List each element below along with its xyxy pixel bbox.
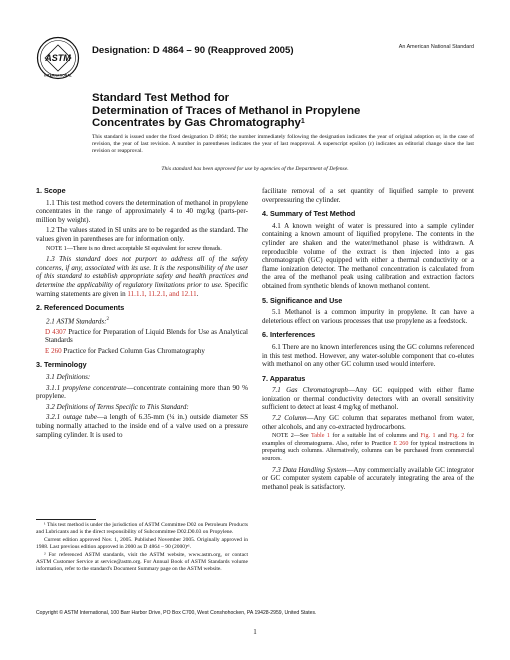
section-heading-interferences: 6. Interferences xyxy=(262,330,316,340)
para-3-2-1-continued: facilitate removal of a set quantity of liquified sample to prevent overpressuring the cylinder. xyxy=(262,187,474,204)
astm-logo xyxy=(36,36,80,80)
left-column xyxy=(36,187,248,441)
footnote-divider xyxy=(36,519,96,520)
section-heading-scope: 1. Scope xyxy=(36,186,66,195)
title-footnote-mark: 1 xyxy=(300,118,305,125)
title-line-3: Concentrates by Gas Chromatography$^1$ xyxy=(92,117,305,129)
para-5-1: 5.1 Methanol is a common impurity in propylene. It can have a deleterious effect on various processes that use propylene as a feedstock. xyxy=(262,308,474,325)
section-heading-apparatus: 7. Apparatus xyxy=(262,373,306,383)
footnote-1: ¹ This test method is under the jurisdiction of ASTM Committee D02 on Petroleum Products and Lubricants and is the direct responsibility of Subcommittee D02.D0.03 on Propylene. xyxy=(36,522,248,535)
section-heading-significance: 5. Significance and Use xyxy=(262,295,343,305)
para-6-1: 6.1 There are no known interferences using the GC columns referenced in this test method. However, any water-soluble component that co-elutes with methanol on any other GC column used would interfere. xyxy=(262,342,474,369)
para-3-1-1: 3.1.1 propylene concentrate—concentrate containing more than 90 % propylene. xyxy=(36,383,249,401)
fig-2-link[interactable]: Fig. 2 xyxy=(449,433,465,440)
note-1: NOTE 1—There is no direct acceptable SI equivalent for screw threads. xyxy=(46,245,222,252)
logo-text: ASTM xyxy=(45,53,71,63)
title-line-1: Standard Test Method for xyxy=(92,92,230,104)
reference-e260: E 260 Practice for Packed Column Gas Chromatography xyxy=(45,346,205,355)
footnotes xyxy=(36,522,248,574)
para-3-2-1: 3.2.1 outage tube—a length of 6.35-mm (¼ in.) outside diameter SS tubing normally attached to the inside end of a valve used on a pressure sampling cylinder. It is used to xyxy=(36,413,248,439)
section-heading-referenced-documents: 2. Referenced Documents xyxy=(36,303,125,313)
fig-1-link[interactable]: Fig. 1 xyxy=(420,433,436,440)
para-1-2: 1.2 The values stated in SI units are to be regarded as the standard. The values given in parentheses are for information only. xyxy=(36,226,248,243)
page-number: 1 xyxy=(253,628,257,636)
right-column xyxy=(262,187,474,493)
section-heading-terminology: 3. Terminology xyxy=(36,360,87,370)
para-7-2: 7.2 Column—Any GC column that separates methanol from water, other alcohols, and any co-extracted hydrocarbons. xyxy=(262,414,474,431)
para-2-1: 2.1 ASTM Standards:$^2$ xyxy=(46,316,109,326)
designation: Designation: D 4864 – 90 (Reapproved 2005) xyxy=(92,45,294,56)
para-7-3: 7.3 Data Handling System—Any commercially available GC integrator or GC computer system capable of accurately integrating the area of the methanol peak is satisfactory. xyxy=(262,465,474,491)
footnote-1-edition: Current edition approved Nov. 1, 2005. Published November 2005. Originally approved in 1988. Last previous edition approved in 2000 as D 4864 – 90 (2000)ᵉ¹. xyxy=(36,537,248,550)
title-line-2: Determination of Traces of Methanol in Propylene xyxy=(92,104,361,117)
footnote-2: ² For referenced ASTM standards, visit the ASTM website, www.astm.org, or contact ASTM Customer Service at service@astm.org. For Annual Book of ASTM Standards volume information, refer to the standard's Document Summary page on the ASTM website. xyxy=(36,552,248,572)
reference-d4307: D 4307 Practice for Preparation of Liquid Blends for Use as Analytical Standards xyxy=(45,327,248,345)
defense-approval-note: This standard has been approved for use by agencies of the Department of Defense. xyxy=(161,166,349,172)
table-1-link[interactable]: Table 1 xyxy=(311,433,330,440)
national-standard-label: An American National Standard xyxy=(398,44,474,50)
section-heading-summary: 4. Summary of Test Method xyxy=(262,209,356,219)
logo-subtext: INTERNATIONAL xyxy=(44,73,72,78)
para-3-1: 3.1 Definitions: xyxy=(46,373,91,382)
reference-link-e260[interactable]: E 260 xyxy=(45,346,62,355)
para-1-1: 1.1 This test method covers the determination of methanol in propylene concentrates in the range of approximately 4 to 40 mg/kg (parts-per-million by weight). xyxy=(36,198,248,224)
standard-issuance-note: This standard is issued under the fixed designation D 4864; the number immediately following the designation indicates the year of original adoption or, in the case of revision, the year of last revision. A number in parentheses indicates the year of last reapproval. A superscript epsilon (ε) indicates an editorial change since the last revision or reapproval. xyxy=(92,134,474,155)
e260-link[interactable]: E 260 xyxy=(393,440,409,447)
para-3-2: 3.2 Definitions of Terms Specific to This Standard: xyxy=(46,402,189,411)
document-title xyxy=(92,92,472,130)
para-4-1: 4.1 A known weight of water is pressured into a sample cylinder containing a known amount of liquified propylene. The contents in the cylinder are shaken and the water/methanol phase is withdrawn. A reproducible volume of the extract is then injected into a gas chromatograph (GC) equipped with either a thermal conductivity or a flame ionization detector. The methanol concentration is calculated from the area of the methanol peak using calibration and extraction factors obtained from synthetic blends of known methanol content. xyxy=(262,221,474,290)
copyright-line: Copyright © ASTM International, 100 Barr Harbor Drive, PO Box C700, West Conshohocken, PA 19428-2959, United States. xyxy=(36,610,317,616)
para-1-3: 1.3 This standard does not purport to address all of the safety concerns, if any, associated with its use. It is the responsibility of the user of this standard to establish appropriate safety and health practices and determine the applicability of regulatory limitations prior to use. Specific warning statements are given in 11.1.1, 11.2.1, and 12.11. xyxy=(36,255,248,298)
warning-section-links[interactable]: 11.1.1, 11.2.1, and 12.11 xyxy=(127,289,197,298)
note-2: NOTE 2—See Table 1 for a suitable list of columns and Fig. 1 and Fig. 2 for examples of chromatograms. Also, refer to Practice E 260 for typical instructions in preparing such columns. Alternatively, columns can be purchased from commercial sources. xyxy=(262,433,474,463)
para-7-1: 7.1 Gas Chromatograph—Any GC equipped with either flame ionization or thermal conductivity detectors with an overall sensitivity sufficient to detect at least 4 mg/kg of methanol. xyxy=(262,386,474,412)
reference-link-d4307[interactable]: D 4307 xyxy=(45,327,67,336)
